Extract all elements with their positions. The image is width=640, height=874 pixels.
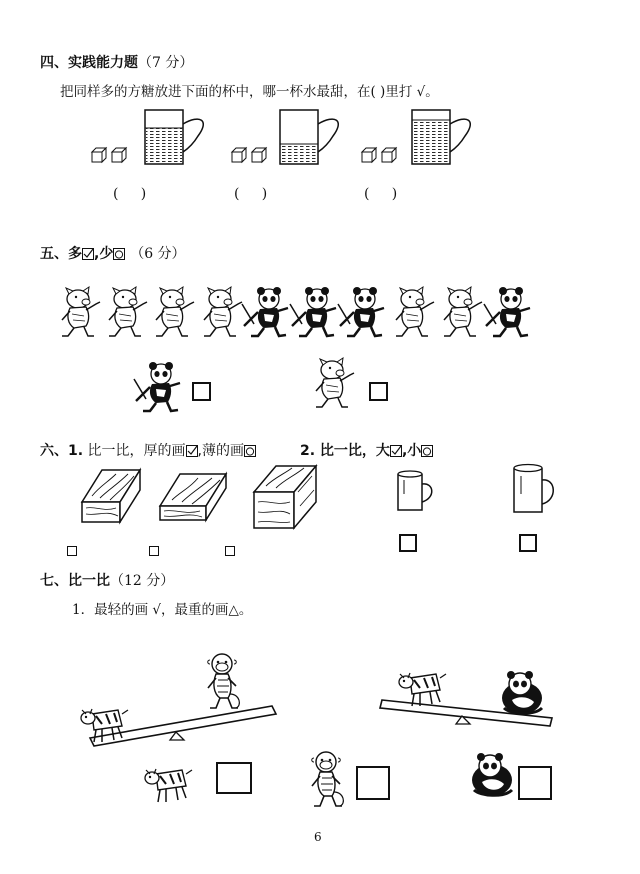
pig-figure (444, 287, 482, 336)
wood-and-mugs-illustration (0, 462, 640, 542)
mug-big-answer-box[interactable] (519, 534, 537, 552)
section-6-q2-mid: ,小 (401, 443, 422, 459)
wood-1-answer-box[interactable] (67, 546, 77, 556)
section-5-mid: ,少 (94, 246, 114, 262)
section-4-heading (40, 52, 193, 72)
wood-2-answer-box[interactable] (149, 546, 159, 556)
pig-figure (156, 287, 194, 336)
section-6-heading (40, 440, 256, 460)
section-7-instruction: 1．最轻的画 √，最重的画△。 (72, 602, 253, 618)
panda-figure (338, 287, 384, 336)
mug-small-answer-box[interactable] (399, 534, 417, 552)
check-box-icon (390, 445, 402, 457)
section-7-heading (40, 570, 174, 590)
mug-big (514, 465, 553, 513)
pig-figure (316, 358, 354, 407)
panda-figure (484, 287, 530, 336)
section-7-title: 七、比一比 (40, 573, 110, 589)
answer-blank-3[interactable]: ( ) (364, 186, 398, 202)
panda-answer-box[interactable] (192, 382, 211, 401)
pig-figure (204, 287, 242, 336)
cup-3 (362, 110, 470, 164)
section-5-title: 五、多 (40, 246, 82, 262)
section-4-instruction: 把同样多的方糖放进下面的杯中，哪一杯水最甜，在( )里打 √。 (60, 84, 439, 100)
sugar-cube-icon (232, 148, 246, 162)
wood-block-1 (82, 470, 140, 522)
sugar-cube-icon (252, 148, 266, 162)
section-6-q2-text: 2. 比一比，大 (300, 443, 390, 459)
panda-figure (134, 362, 180, 411)
monkey-answer-box[interactable] (356, 766, 390, 800)
sugar-cube-icon (362, 148, 376, 162)
pig-figure (396, 287, 434, 336)
cow-figure (399, 673, 446, 706)
cup-1 (92, 110, 203, 164)
section-5-heading (40, 243, 186, 263)
section-6-q2-heading (300, 440, 433, 460)
cow-answer-box[interactable] (216, 762, 252, 794)
section-6-title: 六、1. (40, 443, 84, 459)
sugar-cube-icon (112, 148, 126, 162)
animal-row (0, 278, 640, 348)
answer-blank-2[interactable]: ( ) (234, 186, 268, 202)
panda-answer-box[interactable] (518, 766, 552, 800)
page-number: 6 (314, 830, 322, 844)
monkey-figure (312, 752, 344, 806)
pig-answer-box[interactable] (369, 382, 388, 401)
section-6-q1-mid: ,薄的画 (197, 443, 244, 459)
panda-figure (290, 287, 336, 336)
section-7-points: （12 分） (110, 573, 175, 589)
check-box-icon (82, 248, 94, 260)
seesaw-right (380, 671, 552, 726)
cup-2 (232, 110, 338, 164)
monkey-figure (208, 654, 240, 708)
seesaw-left (81, 654, 276, 746)
section-5-points: （6 分） (130, 246, 186, 262)
pig-figure (62, 287, 100, 336)
panda-figure (502, 671, 542, 714)
check-box-icon (186, 445, 198, 457)
section-5-answer-figures (0, 355, 640, 425)
sugar-cube-icon (382, 148, 396, 162)
panda-figure (472, 753, 512, 796)
section-4-points: （7 分） (138, 55, 194, 71)
section-6-q1-text: 比一比，厚的画 (87, 443, 186, 459)
cow-figure (145, 769, 192, 802)
circle-box-icon (421, 445, 433, 457)
sugar-cube-icon (92, 148, 106, 162)
wood-block-2 (160, 474, 226, 520)
wood-3-answer-box[interactable] (225, 546, 235, 556)
circle-box-icon (244, 445, 256, 457)
answer-blank-1[interactable]: ( ) (113, 186, 147, 202)
section-4-title: 四、实践能力题 (40, 55, 138, 71)
wood-block-3 (254, 466, 316, 528)
pig-figure (109, 287, 147, 336)
mug-small (398, 471, 432, 510)
panda-figure (242, 287, 288, 336)
circle-box-icon (113, 248, 125, 260)
